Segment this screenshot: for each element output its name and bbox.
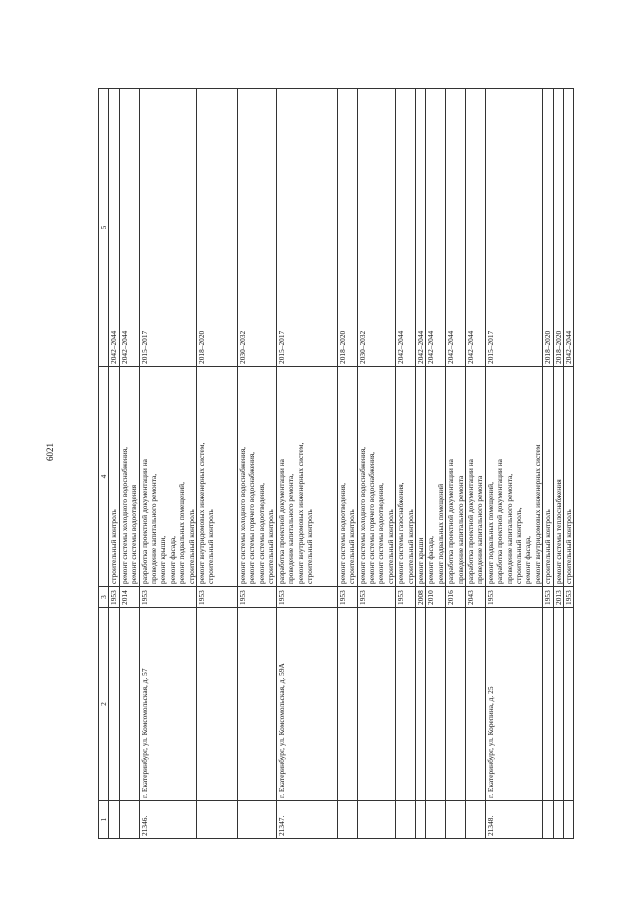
table-row — [238, 89, 277, 839]
year-cell: 2008 — [415, 587, 425, 608]
period-cell: 2042–2044 — [109, 89, 119, 367]
year-cell: 1953 — [197, 587, 238, 608]
year-cell: 1953 — [485, 587, 542, 608]
row-number-cell — [197, 801, 238, 839]
period-cell: 2015–2017 — [276, 89, 337, 367]
work-type-line: ремонт крыши, — [158, 535, 168, 584]
row-number-cell — [553, 801, 563, 839]
year-cell: 1953 — [276, 587, 337, 608]
work-types-cell — [446, 367, 466, 587]
work-type-line: строительный контроль — [405, 509, 415, 584]
header-cell: 4 — [99, 367, 109, 587]
year-cell: 2016 — [446, 587, 466, 608]
work-type-line: строительный контроль — [206, 509, 216, 584]
work-type-line: разработка проектной документации на — [446, 459, 456, 584]
row-number-cell — [337, 801, 357, 839]
address-cell — [396, 608, 416, 801]
header-row — [99, 89, 109, 839]
work-type-line: ремонт системы газоснабжения, — [396, 482, 406, 584]
header-cell: 1 — [99, 801, 109, 839]
row-number-cell — [357, 801, 396, 839]
row-number-cell — [426, 801, 446, 839]
row-number-cell — [543, 801, 553, 839]
year-cell: 1953 — [337, 587, 357, 608]
work-type-line: проведение капитального ремонта, — [149, 473, 159, 584]
address-cell — [109, 608, 119, 801]
year-cell: 1953 — [139, 587, 196, 608]
work-type-line: ремонт фасада, — [523, 536, 533, 584]
work-type-line: строительный контроль — [543, 509, 553, 584]
period-cell: 2030–2032 — [238, 89, 277, 367]
table-row — [553, 89, 563, 839]
work-types-cell — [415, 367, 425, 587]
period-cell: 2042–2044 — [396, 89, 416, 367]
year-cell: 2014 — [119, 587, 139, 608]
address-cell — [337, 608, 357, 801]
year-cell: 1953 — [238, 587, 277, 608]
header-cell: 5 — [99, 89, 109, 367]
page-number: 6021 — [45, 443, 55, 461]
table-row — [109, 89, 119, 839]
work-type-line: проведение капитального ремонта, — [286, 473, 296, 584]
work-type-line: строительный контроль — [347, 509, 357, 584]
address-cell — [543, 608, 553, 801]
work-type-line: строительный контроль — [266, 509, 276, 584]
work-type-line: разработка проектной документации на — [139, 459, 149, 584]
row-number-cell — [396, 801, 416, 839]
table-row — [119, 89, 139, 839]
period-cell: 2018–2020 — [337, 89, 357, 367]
work-type-line: ремонт системы холодного водоснабжения, — [357, 447, 367, 584]
work-types-cell — [553, 367, 563, 587]
work-type-line: ремонт фасада, — [167, 536, 177, 584]
period-cell: 2018–2020 — [543, 89, 553, 367]
work-types-cell — [485, 367, 542, 587]
address-cell — [357, 608, 396, 801]
work-type-line: ремонт внутридомовых инженерных систем, — [197, 442, 207, 584]
row-number-cell — [119, 801, 139, 839]
work-type-line: ремонт внутридомовых инженерных систем, — [295, 442, 305, 584]
header-cell: 2 — [99, 608, 109, 801]
work-type-line: проведение капитального ремонта — [475, 475, 485, 584]
work-types-cell — [238, 367, 277, 587]
work-types-cell — [197, 367, 238, 587]
work-type-line: разработка проектной документации на — [495, 459, 505, 584]
work-type-line: строительный контроль — [564, 509, 574, 584]
table-row — [276, 89, 337, 839]
address-cell — [465, 608, 485, 801]
work-type-line: строительный контроль — [385, 509, 395, 584]
address-cell — [564, 608, 574, 801]
work-type-line: строительный контроль, — [514, 507, 523, 584]
work-type-line: ремонт системы водоотведения — [129, 484, 139, 584]
address-cell — [553, 608, 563, 801]
row-number-cell — [446, 801, 466, 839]
year-cell: 1953 — [396, 587, 416, 608]
period-cell: 2015–2017 — [485, 89, 542, 367]
work-types-cell — [119, 367, 139, 587]
work-types-cell — [139, 367, 196, 587]
work-type-line: строительный контроль — [186, 509, 196, 584]
year-cell: 1953 — [564, 587, 574, 608]
work-type-line: разработка проектной документации на — [276, 459, 286, 584]
address-cell — [197, 608, 238, 801]
work-type-line: ремонт системы горячего водоснабжения, — [366, 451, 376, 584]
address-cell — [119, 608, 139, 801]
period-cell: 2042–2044 — [564, 89, 574, 367]
period-cell: 2042–2044 — [426, 89, 446, 367]
row-number-cell — [564, 801, 574, 839]
address-cell — [238, 608, 277, 801]
row-number-cell — [415, 801, 425, 839]
year-cell: 2013 — [553, 587, 563, 608]
year-cell: 2043 — [465, 587, 485, 608]
address-cell — [415, 608, 425, 801]
work-type-line: ремонт фасада, — [426, 536, 436, 584]
work-type-line: ремонт системы водоотведения, — [256, 483, 266, 584]
table-row — [337, 89, 357, 839]
year-cell: 1953 — [543, 587, 553, 608]
table-row — [426, 89, 446, 839]
work-type-line: ремонт системы водоотведения, — [376, 483, 386, 584]
work-type-line: ремонт системы водоотведения, — [337, 483, 347, 584]
work-type-line: ремонт системы холодного водоснабжения, — [119, 447, 129, 584]
work-types-cell — [276, 367, 337, 587]
work-type-line: разработка проектной документации на — [465, 459, 475, 584]
work-type-line: проведение капитального ремонта, — [504, 473, 514, 584]
row-number-cell: 21348. — [485, 801, 542, 839]
table-row — [197, 89, 238, 839]
work-type-line: ремонт внутридомовых инженерных систем — [532, 444, 542, 584]
work-type-line: проведение капитального ремонта — [455, 475, 465, 584]
work-types-cell — [396, 367, 416, 587]
work-types-cell — [543, 367, 553, 587]
work-type-line: ремонт подвальных помещений, — [177, 482, 187, 584]
period-cell: 2042–2044 — [465, 89, 485, 367]
work-type-line: ремонт системы холодного водоснабжения, — [238, 447, 248, 584]
work-types-cell — [426, 367, 446, 587]
address-cell: г. Екатеринбург, ул. Корепина, д. 25 — [485, 608, 542, 801]
row-number-cell — [465, 801, 485, 839]
work-types-cell — [109, 367, 119, 587]
work-type-line: строительный контроль — [109, 509, 119, 584]
work-type-line: ремонт подвальных помещений, — [485, 482, 495, 584]
work-type-line: ремонт крыши — [415, 537, 425, 584]
period-cell: 2030–2032 — [357, 89, 396, 367]
work-types-cell — [465, 367, 485, 587]
table-body — [109, 89, 574, 839]
address-cell: г. Екатеринбург, ул. Комсомольская, д. 57 — [139, 608, 196, 801]
table-row — [564, 89, 574, 839]
work-type-line: строительный контроль — [304, 509, 314, 584]
row-number-cell: 21347. — [276, 801, 337, 839]
period-cell: 2042–2044 — [415, 89, 425, 367]
year-cell: 1953 — [109, 587, 119, 608]
address-cell — [426, 608, 446, 801]
table-row — [465, 89, 485, 839]
table-row — [485, 89, 542, 839]
table-row — [139, 89, 196, 839]
header-cell: 3 — [99, 587, 109, 608]
period-cell: 2042–2044 — [446, 89, 466, 367]
work-type-line: ремонт системы теплоснабжения — [553, 479, 563, 584]
year-cell: 2010 — [426, 587, 446, 608]
table-row — [396, 89, 416, 839]
work-types-cell — [564, 367, 574, 587]
address-cell — [446, 608, 466, 801]
rotated-page — [98, 89, 603, 839]
row-number-cell — [109, 801, 119, 839]
period-cell: 2015–2017 — [139, 89, 196, 367]
table-row — [415, 89, 425, 839]
table-row — [357, 89, 396, 839]
row-number-cell — [238, 801, 277, 839]
table-row — [543, 89, 553, 839]
period-cell: 2018–2020 — [553, 89, 563, 367]
year-cell: 1953 — [357, 587, 396, 608]
repair-schedule-table — [98, 88, 574, 839]
row-number-cell: 21346. — [139, 801, 196, 839]
address-cell: г. Екатеринбург, ул. Комсомольская, д. 59А — [276, 608, 337, 801]
period-cell: 2018–2020 — [197, 89, 238, 367]
work-types-cell — [337, 367, 357, 587]
work-types-cell — [357, 367, 396, 587]
work-type-line: ремонт системы горячего водоснабжения, — [247, 451, 257, 584]
table-row — [446, 89, 466, 839]
period-cell: 2042–2044 — [119, 89, 139, 367]
work-type-line: ремонт подвальных помещений — [435, 483, 445, 584]
